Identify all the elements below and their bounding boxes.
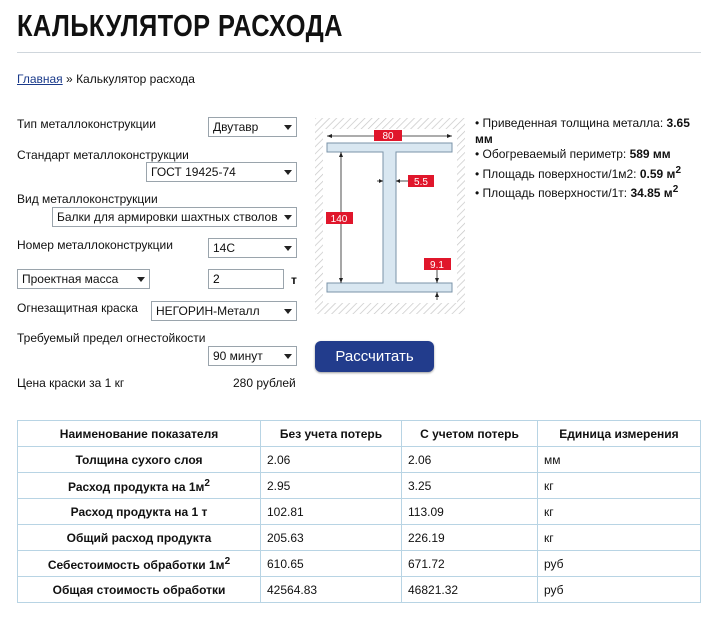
standard-label: Стандарт металлоконструкции (17, 148, 189, 162)
row-value-with-loss: 2.06 (402, 447, 538, 473)
row-value-no-loss: 2.95 (261, 473, 402, 499)
fire-resistance-select[interactable] (208, 346, 297, 366)
table-row (18, 473, 701, 499)
col-header-unit: Единица измерения (538, 421, 701, 447)
row-name: Общий расход продукта (66, 530, 212, 545)
summary-area-m2-value (639, 164, 681, 181)
web-label: 5.5 (414, 177, 428, 188)
row-name: Себестоимость обработки 1м (47, 557, 225, 572)
breadcrumb-home-link[interactable]: Главная (17, 72, 63, 86)
result-summary (475, 116, 705, 202)
paint-select-value: НЕГОРИН-Металл (156, 304, 260, 318)
summary-area-m2: • Площадь поверхности/1м2: 0.59 $м^2$ (475, 164, 681, 181)
table-row (18, 577, 701, 603)
calculate-button[interactable]: Рассчитать (315, 341, 434, 372)
row-name: Расход продукта на 1м (68, 479, 205, 494)
width-label: 80 (382, 131, 394, 142)
mass-input[interactable] (208, 269, 284, 289)
price-value: 280 рублей (233, 376, 296, 390)
chevron-down-icon (137, 277, 145, 282)
col-header-no-loss: Без учета потерь (261, 421, 402, 447)
row-unit: руб (538, 551, 701, 577)
row-value-no-loss: 2.06 (261, 447, 402, 473)
table-row (18, 499, 701, 525)
paint-select[interactable] (151, 301, 297, 321)
table-row (18, 551, 701, 577)
chevron-down-icon (284, 309, 292, 314)
summary-area-m2-sup: 2 (675, 164, 681, 176)
title-divider (17, 52, 701, 53)
summary-area-m2-number: 0.59 м (639, 166, 676, 181)
col-header-name: Наименование показателя (18, 421, 261, 447)
row-value-with-loss: 671.72 (402, 551, 538, 577)
row-unit: кг (538, 525, 701, 551)
type-label: Тип металлоконструкции (17, 117, 156, 131)
row-name-sup: 2 (204, 477, 210, 489)
kind-label: Вид металлоконструкции (17, 192, 158, 206)
chevron-down-icon (284, 125, 292, 130)
row-value-with-loss: 3.25 (402, 473, 538, 499)
number-select-value: 14С (213, 241, 236, 255)
type-select[interactable] (208, 117, 297, 137)
summary-area-t-sup: 2 (672, 184, 679, 195)
chevron-down-icon (284, 246, 292, 251)
summary-area-t-value (630, 186, 678, 200)
summary-perimeter: • Обогреваемый периметр: 589 мм (475, 147, 671, 161)
summary-area-t-number: 34.85 м (630, 186, 673, 200)
table-header-row (18, 421, 701, 447)
results-table (17, 420, 701, 603)
summary-thickness: • Приведенная толщина металла: 3.65 мм (475, 116, 690, 146)
mass-unit: т (291, 273, 297, 287)
row-value-with-loss: 226.19 (402, 525, 538, 551)
summary-area-m2-label: Площадь поверхности/1м2: (482, 166, 637, 181)
type-select-value: Двутавр (213, 120, 259, 134)
summary-area-t-label: Площадь поверхности/1т: (482, 186, 628, 200)
row-value-no-loss: 205.63 (261, 525, 402, 551)
summary-thickness-label: Приведенная толщина металла: (482, 116, 664, 130)
row-name-cell (18, 473, 261, 499)
summary-perimeter-label: Обогреваемый периметр: (482, 147, 627, 161)
row-unit: мм (538, 447, 701, 473)
row-name: Общая стоимость обработки (52, 582, 226, 597)
mass-type-select[interactable] (17, 269, 150, 289)
fire-resistance-select-value: 90 минут (213, 349, 263, 363)
row-value-with-loss: 113.09 (402, 499, 538, 525)
row-name-cell (18, 499, 261, 525)
flange-label: 9.1 (430, 260, 444, 271)
price-label: Цена краски за 1 кг (17, 376, 125, 390)
table-row (18, 525, 701, 551)
row-name-cell (18, 525, 261, 551)
row-unit: кг (538, 499, 701, 525)
kind-select[interactable] (52, 207, 297, 227)
row-unit: кг (538, 473, 701, 499)
chevron-down-icon (284, 170, 292, 175)
number-label: Номер металлоконструкции (17, 238, 173, 252)
row-name-cell (18, 447, 261, 473)
beam-diagram (315, 118, 465, 314)
row-value-no-loss: 102.81 (261, 499, 402, 525)
kind-select-value: Балки для армировки шахтных стволов (57, 210, 278, 224)
row-value-with-loss: 46821.32 (402, 577, 538, 603)
summary-perimeter-value: 589 мм (629, 147, 671, 161)
col-header-with-loss: С учетом потерь (402, 421, 538, 447)
row-name-sup: 2 (224, 555, 231, 567)
number-select[interactable] (208, 238, 297, 258)
chevron-down-icon (284, 354, 292, 359)
mass-type-select-value: Проектная масса (22, 272, 119, 286)
row-name-cell (18, 577, 261, 603)
page-title: КАЛЬКУЛЯТОР РАСХОДА (17, 8, 343, 43)
breadcrumb (17, 72, 195, 86)
table-row (18, 447, 701, 473)
standard-select-value: ГОСТ 19425-74 (151, 165, 236, 179)
row-value-no-loss: 610.65 (261, 551, 402, 577)
summary-thickness-value: 3.65 мм (475, 116, 690, 146)
row-value-no-loss: 42564.83 (261, 577, 402, 603)
row-name: Расход продукта на 1 т (70, 504, 208, 519)
row-unit: руб (538, 577, 701, 603)
breadcrumb-current: Калькулятор расхода (76, 72, 195, 86)
paint-label: Огнезащитная краска (17, 301, 138, 315)
fire-label: Требуемый предел огнестойкости (17, 331, 206, 345)
row-name-cell (18, 551, 261, 577)
standard-select[interactable] (146, 162, 297, 182)
breadcrumb-separator: » (66, 72, 73, 86)
chevron-down-icon (284, 215, 292, 220)
height-label: 140 (330, 214, 348, 225)
summary-area-t: • Площадь поверхности/1т: 34.85 $м^2$ (475, 184, 679, 200)
row-name: Толщина сухого слоя (75, 452, 203, 467)
